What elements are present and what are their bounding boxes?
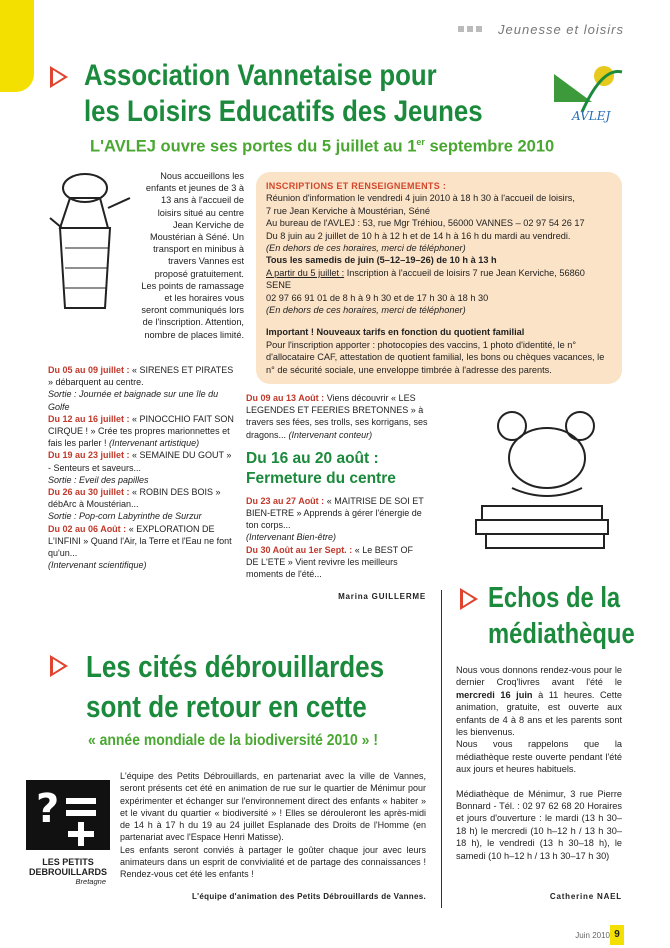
debrouillardes-body: L'équipe des Petits Débrouillards, en partenariat avec la ville de Vannes, seront présents cet été en animation de rue sur le quartier de Ménimur pour expérimenter et échanger sur l'environnement direct des enfants « habiter » et le vivant du quartier « biodiversité » ! Elles se dérouleront les après-midi de 14 h à 17 h du 19 au 24 juillet Esplanade des Droits de l'Homme (en partenariat avec l'Espace Henri Matisse). Les enfants seront conviés à partager le goûter chaque jour avec leurs animateurs dans un esprit de convivialité et de partage des connaissances ! Rendez-vous cet été les enfants ! — [120, 771, 426, 880]
program-item: Du 26 au 30 juillet : « ROBIN DES BOIS » débArc à Moustérian... Sortie : Pop-corn Labyrinthe de Surzur — [48, 487, 221, 522]
box-line: Tous les samedis de juin (5–12–19–26) de 10 h à 13 h — [266, 255, 497, 266]
program-item: Du 09 au 13 Août : Viens découvrir « LES LEGENDES ET FEERIES BRETONNES » à travers ses fées, ses trolls, ses korrigans, ses dragons... (Intervenant conteur) — [246, 393, 428, 440]
pirate-illustration — [30, 168, 140, 326]
box-line: A partir du 5 juillet : Inscription à l'accueil de loisirs 7 rue Jean Kerviche, 56860 SENE — [266, 267, 585, 291]
page-number: 9 — [610, 925, 624, 945]
debrouillardes-author: L'équipe d'animation des Petits Débrouillards de Vannes. — [192, 892, 426, 901]
fermeture-heading: Du 16 au 20 août : Fermeture du centre — [246, 449, 396, 487]
reading-rat-illustration — [452, 396, 632, 564]
box-line: (En dehors de ces horaires, merci de téléphoner) — [266, 243, 466, 254]
box-important: Important ! Nouveaux tarifs en fonction du quotient familial — [266, 327, 525, 338]
program-col2 — [246, 392, 428, 580]
column-divider — [441, 590, 442, 908]
petits-debrouillards-logo — [22, 780, 114, 888]
avlej-author: Marina GUILLERME — [338, 592, 426, 601]
program-item: Du 30 Août au 1er Sept. : « Le BEST OF DE L'ETE » Vient revivre les meilleurs moments de l'été... — [246, 544, 414, 580]
footer-date: Juin 2010 — [575, 931, 610, 940]
logo-text: LES PETITS — [42, 857, 94, 867]
avlej-intro: Nous accueillons les enfants et jeunes de 3 à 13 ans à l'accueil de loisirs situé au centre Jean Kerviche de Moustérian à Séné. Un transport en minibus à travers Vannes est proposé gratuitement. Les points de ramassage et les horaires vous seront communiqués lors de l'inscription. Attention, nombre de places limité. — [141, 171, 244, 340]
box-line: (En dehors de ces horaires, merci de téléphoner) — [266, 305, 466, 316]
debrouillardes-arrow-icon — [50, 655, 68, 677]
program-item: Du 23 au 27 Août : « MAITRISE DE SOI ET BIEN-ETRE » Apprends à gérer l'énergie de ton corps... (Intervenant Bien-être) — [246, 495, 424, 543]
box-heading: INSCRIPTIONS ET RENSEIGNEMENTS : — [266, 181, 447, 191]
program-item: Du 19 au 23 juillet : « SEMAINE DU GOUT » - Senteurs et saveurs... Sortie : Eveil des papilles — [48, 450, 232, 485]
mediatheque-arrow-icon — [460, 588, 478, 610]
box-line: 02 97 66 91 01 de 8 h à 9 h 30 et de 17 h 30 à 18 h 30 — [266, 292, 489, 303]
title-arrow-icon — [50, 66, 68, 88]
logo-text: DEBROUILLARDS — [29, 867, 107, 877]
box-line: Au bureau de l'AVLEJ : 53, rue Mgr Tréhiou, 56000 VANNES – 02 97 54 26 17 — [266, 218, 585, 229]
inscriptions-box — [256, 172, 622, 384]
box-line: Du 8 juin au 2 juillet de 10 h à 12 h et de 14 h à 16 h du mardi au vendredi. — [266, 230, 571, 241]
yellow-tab — [0, 0, 34, 92]
avlej-subtitle: L'AVLEJ ouvre ses portes du 5 juillet au 1er septembre 2010 — [90, 137, 555, 156]
mediatheque-body: Nous vous donnons rendez-vous pour le dernier Croq'livres avant l'été le mercredi 16 juin à 11 heures. Cette animation, gratuite, est ouverte aux enfants de 4 à 8 ans et les parents sont les bienvenus. Nous vous rappelons que la médiathèque reste ouverte pendant l'été aux jours et heures habituels. Médiathèque de Ménimur, 3 rue Pierre Bonnard - Tél. : 02 97 62 68 20 Horaires et jours d'ouverture : le mardi (13 h 30–18 h) le mercredi (10 h–12 h / 13 h 30–18 h), le vendredi (13 h 30–18 h), le samedi (10 h–12 h / 13 h 30–17 h 30) — [456, 665, 623, 861]
program-col1 — [48, 364, 234, 571]
debrouillardes-title: Les cités débrouillardes sont de retour en cette — [86, 649, 385, 724]
logo-text: Bretagne — [75, 877, 106, 886]
program-item: Du 02 au 06 Août : « EXPLORATION DE L'INFINI » Quand l'Air, la Terre et l'Eau ne font qu'un... (Intervenant scientifique) — [48, 523, 232, 571]
mediatheque-author: Catherine NAEL — [549, 892, 622, 901]
avlej-logo-text: AVLEJ — [572, 109, 611, 123]
mediatheque-title: Echos de la médiathèque — [488, 582, 635, 650]
box-line: Réunion d'information le vendredi 4 juin 2010 à 18 h 30 à l'accueil de loisirs, — [266, 193, 575, 204]
debrouillardes-subtitle: « année mondiale de la biodiversité 2010 » ! — [88, 732, 378, 749]
program-item: Du 12 au 16 juillet : « PINOCCHIO FAIT SON CIRQUE ! » Crée tes propres marionnettes et fais les parler ! (Intervenant artistique) — [48, 413, 234, 449]
section-label: Jeunesse et loisirs — [498, 22, 624, 37]
box-paragraph: Pour l'inscription apporter : photocopies des vaccins, 1 photo d'identité, le n° d'allocataire CAF, attestation de quotient familial, les bons ou chèques vacances, le n° de sécurité sociale, une enveloppe timbrée à l'adresse des parents. — [266, 339, 605, 375]
svg-text:?: ? — [36, 786, 60, 832]
program-item: Du 05 au 09 juillet : « SIRENES ET PIRATES » débarquent au centre. Sortie : Journée et baignade sur une île du Golfe — [48, 365, 234, 412]
box-line: 7 rue Jean Kerviche à Moustérian, Séné — [266, 205, 430, 216]
section-dots — [458, 26, 482, 32]
avlej-logo — [552, 62, 632, 126]
avlej-title: Association Vannetaise pour les Loisirs Educatifs des Jeunes — [84, 59, 483, 128]
